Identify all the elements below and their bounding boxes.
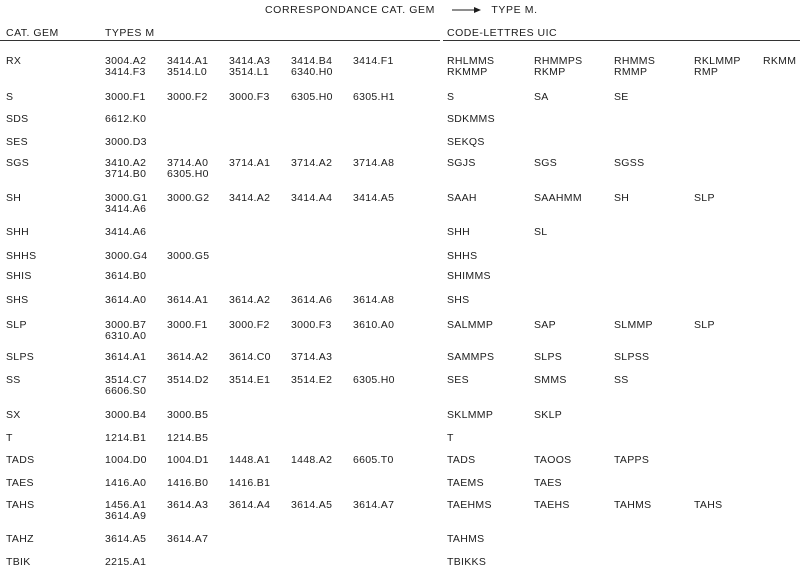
- type-m-cell: 3414.A3 3514.L1: [229, 55, 271, 78]
- uic-code-cell: TAOOS: [534, 454, 572, 466]
- type-m-cell: 3610.A0: [353, 319, 395, 331]
- type-m-cell: 3614.A8: [353, 294, 395, 306]
- document-title: [265, 4, 538, 16]
- type-m-cell: 3514.D2: [167, 374, 209, 386]
- header-rule-right: [443, 40, 800, 41]
- uic-code-cell: SALMMP: [447, 319, 494, 331]
- uic-code-cell: TAHMS: [614, 499, 652, 511]
- type-m-cell: 3414.A6: [105, 226, 147, 238]
- uic-code-cell: SHH: [447, 226, 471, 238]
- cat-gem-cell: SX: [6, 409, 21, 421]
- cat-gem-cell: TAHZ: [6, 533, 34, 545]
- cat-gem-cell: SDS: [6, 113, 29, 125]
- uic-code-cell: TAHS: [694, 499, 723, 511]
- uic-code-cell: SAP: [534, 319, 556, 331]
- uic-code-cell: RKMM: [763, 55, 797, 67]
- uic-code-cell: SLP: [694, 319, 715, 331]
- type-m-cell: 3614.A0: [105, 294, 147, 306]
- type-m-cell: 3414.A1 3514.L0: [167, 55, 209, 78]
- cat-gem-cell: SH: [6, 192, 22, 204]
- cat-gem-cell: TAES: [6, 477, 34, 489]
- cat-gem-cell: SGS: [6, 157, 30, 169]
- type-m-cell: 3714.A3: [291, 351, 333, 363]
- type-m-cell: 1448.A1: [229, 454, 271, 466]
- type-m-cell: 1416.A0: [105, 477, 147, 489]
- title-left: CORRESPONDANCE CAT. GEM: [265, 4, 435, 16]
- header-types-m: TYPES M: [105, 27, 155, 39]
- type-m-cell: 3000.G2: [167, 192, 210, 204]
- type-m-cell: 3614.A5: [291, 499, 333, 511]
- type-m-cell: 3714.A2: [291, 157, 333, 169]
- uic-code-cell: RHLMMS RKMMP: [447, 55, 495, 78]
- type-m-cell: 1416.B0: [167, 477, 209, 489]
- type-m-cell: 3614.A1: [105, 351, 147, 363]
- uic-code-cell: SGJS: [447, 157, 476, 169]
- cat-gem-cell: TBIK: [6, 556, 31, 568]
- cat-gem-cell: SES: [6, 136, 28, 148]
- uic-code-cell: SGSS: [614, 157, 645, 169]
- uic-code-cell: SHS: [447, 294, 470, 306]
- type-m-cell: 3000.G5: [167, 250, 210, 262]
- table-row: [0, 56, 800, 82]
- type-m-cell: 3414.B4 6340.H0: [291, 55, 333, 78]
- uic-code-cell: SEKQS: [447, 136, 485, 148]
- type-m-cell: 1214.B5: [167, 432, 209, 444]
- type-m-cell: 3414.A2: [229, 192, 271, 204]
- uic-code-cell: TAEMS: [447, 477, 484, 489]
- uic-code-cell: SGS: [534, 157, 558, 169]
- uic-code-cell: RKLMMP RMP: [694, 55, 741, 78]
- header-cat-gem: CAT. GEM: [6, 27, 59, 39]
- type-m-cell: 3000.F2: [167, 91, 208, 103]
- uic-code-cell: SE: [614, 91, 629, 103]
- type-m-cell: 3614.A2: [167, 351, 209, 363]
- cat-gem-cell: TAHS: [6, 499, 35, 511]
- uic-code-cell: SA: [534, 91, 549, 103]
- type-m-cell: 3000.B7 6310.A0: [105, 319, 147, 342]
- uic-code-cell: T: [447, 432, 454, 444]
- uic-code-cell: SKLMMP: [447, 409, 494, 421]
- type-m-cell: 3000.B5: [167, 409, 209, 421]
- uic-code-cell: SLP: [694, 192, 715, 204]
- type-m-cell: 3714.A8: [353, 157, 395, 169]
- header-uic-codes: CODE-LETTRES UIC: [447, 27, 558, 39]
- uic-code-cell: SES: [447, 374, 469, 386]
- type-m-cell: 2215.A1: [105, 556, 147, 568]
- cat-gem-cell: SHH: [6, 226, 30, 238]
- cat-gem-cell: SHS: [6, 294, 29, 306]
- right-arrow-icon: [452, 6, 482, 14]
- uic-code-cell: SLPSS: [614, 351, 650, 363]
- cat-gem-cell: SLPS: [6, 351, 35, 363]
- title-right: TYPE M.: [491, 4, 538, 16]
- table-row: [0, 295, 800, 321]
- table-row: [0, 193, 800, 219]
- uic-code-cell: TBIKKS: [447, 556, 487, 568]
- type-m-cell: 3414.A5: [353, 192, 395, 204]
- type-m-cell: 6612.K0: [105, 113, 147, 125]
- uic-code-cell: SAAH: [447, 192, 477, 204]
- type-m-cell: 1456.A1 3614.A9: [105, 499, 147, 522]
- type-m-cell: 3614.A1: [167, 294, 209, 306]
- type-m-cell: 3614.B0: [105, 270, 147, 282]
- uic-code-cell: TAES: [534, 477, 562, 489]
- uic-code-cell: SAAHMM: [534, 192, 582, 204]
- type-m-cell: 1004.D0: [105, 454, 147, 466]
- cat-gem-cell: TADS: [6, 454, 35, 466]
- table-row: [0, 375, 800, 401]
- type-m-cell: 3614.A5: [105, 533, 147, 545]
- uic-code-cell: S: [447, 91, 455, 103]
- uic-code-cell: SL: [534, 226, 548, 238]
- type-m-cell: 3000.G1 3414.A6: [105, 192, 148, 215]
- type-m-cell: 1004.D1: [167, 454, 209, 466]
- cat-gem-cell: SLP: [6, 319, 27, 331]
- type-m-cell: 1214.B1: [105, 432, 147, 444]
- type-m-cell: 3004.A2 3414.F3: [105, 55, 147, 78]
- type-m-cell: 3514.E1: [229, 374, 271, 386]
- uic-code-cell: TAEHS: [534, 499, 570, 511]
- uic-code-cell: TADS: [447, 454, 476, 466]
- type-m-cell: 3414.A4: [291, 192, 333, 204]
- type-m-cell: 3614.A2: [229, 294, 271, 306]
- type-m-cell: 3514.C7 6606.S0: [105, 374, 147, 397]
- type-m-cell: 3000.G4: [105, 250, 148, 262]
- type-m-cell: 3000.B4: [105, 409, 147, 421]
- uic-code-cell: SHHS: [447, 250, 478, 262]
- cat-gem-cell: SS: [6, 374, 21, 386]
- uic-code-cell: RHMMPS RKMP: [534, 55, 583, 78]
- type-m-cell: 3614.A6: [291, 294, 333, 306]
- type-m-cell: 3514.E2: [291, 374, 333, 386]
- cat-gem-cell: S: [6, 91, 14, 103]
- uic-code-cell: SHIMMS: [447, 270, 491, 282]
- table-row: [0, 500, 800, 526]
- type-m-cell: 1448.A2: [291, 454, 333, 466]
- type-m-cell: 3714.A0 6305.H0: [167, 157, 209, 180]
- type-m-cell: 6305.H1: [353, 91, 395, 103]
- uic-code-cell: SMMS: [534, 374, 567, 386]
- uic-code-cell: SDKMMS: [447, 113, 495, 125]
- type-m-cell: 3000.F3: [291, 319, 332, 331]
- type-m-cell: 3714.A1: [229, 157, 271, 169]
- type-m-cell: 3614.A4: [229, 499, 271, 511]
- type-m-cell: 3614.A7: [167, 533, 209, 545]
- type-m-cell: 3000.F3: [229, 91, 270, 103]
- type-m-cell: 3000.F1: [105, 91, 146, 103]
- uic-code-cell: SH: [614, 192, 630, 204]
- uic-code-cell: SAMMPS: [447, 351, 495, 363]
- table-row: [0, 320, 800, 346]
- type-m-cell: 3000.F2: [229, 319, 270, 331]
- type-m-cell: 3614.C0: [229, 351, 271, 363]
- type-m-cell: 1416.B1: [229, 477, 271, 489]
- cat-gem-cell: SHHS: [6, 250, 37, 262]
- uic-code-cell: SLPS: [534, 351, 563, 363]
- type-m-cell: 3414.F1: [353, 55, 394, 67]
- uic-code-cell: RHMMS RMMP: [614, 55, 656, 78]
- uic-code-cell: TAHMS: [447, 533, 485, 545]
- cat-gem-cell: SHIS: [6, 270, 32, 282]
- uic-code-cell: SLMMP: [614, 319, 653, 331]
- type-m-cell: 3410.A2 3714.B0: [105, 157, 147, 180]
- type-m-cell: 3614.A3: [167, 499, 209, 511]
- table-row: [0, 158, 800, 184]
- uic-code-cell: SS: [614, 374, 629, 386]
- cat-gem-cell: T: [6, 432, 13, 444]
- type-m-cell: 6305.H0: [353, 374, 395, 386]
- type-m-cell: 6305.H0: [291, 91, 333, 103]
- uic-code-cell: TAEHMS: [447, 499, 492, 511]
- type-m-cell: 6605.T0: [353, 454, 394, 466]
- cat-gem-cell: RX: [6, 55, 22, 67]
- uic-code-cell: SKLP: [534, 409, 563, 421]
- type-m-cell: 3000.F1: [167, 319, 208, 331]
- type-m-cell: 3000.D3: [105, 136, 147, 148]
- uic-code-cell: TAPPS: [614, 454, 650, 466]
- type-m-cell: 3614.A7: [353, 499, 395, 511]
- header-rule-left: [0, 40, 440, 41]
- table-row: [0, 557, 800, 583]
